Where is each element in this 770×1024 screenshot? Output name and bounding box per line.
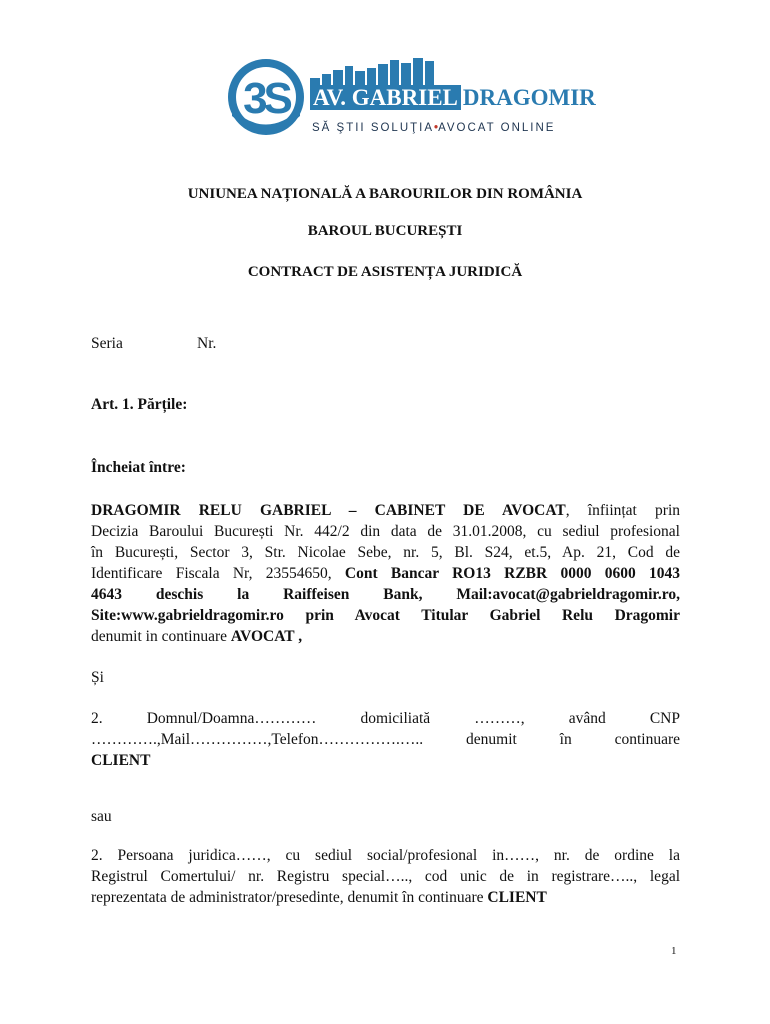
party1-line-1-rest: , înființat prin (565, 502, 681, 519)
party1-firm-name: DRAGOMIR RELU GABRIEL – CABINET DE AVOCAT (91, 502, 566, 519)
nr-label: Nr. (197, 335, 217, 352)
page-number: 1 (671, 945, 677, 957)
header-line-1: UNIUNEA NAȚIONALĂ A BAROURILOR DIN ROMÂNIA (187, 186, 583, 202)
sau-conjunction: sau (91, 808, 112, 825)
party1-line-7 (91, 626, 680, 647)
logo-mark-text: 3S (243, 74, 289, 123)
party2-line-1: 2. Domnul/Doamna………… domiciliată ………, având CNP (91, 710, 680, 727)
party1-line-3: în București, Sector 3, Str. Nicolae Sebe, nr. 5, Bl. S24, et.5, Ap. 21, Cod de (91, 544, 680, 561)
party3-line-1: 2. Persoana juridica……, cu sediul social/profesional in……, nr. de ordine la (91, 847, 680, 864)
logo-name-part2: DRAGOMIR (462, 85, 596, 110)
party2-line-2: ………….,Mail……………,Telefon…………….….. denumit în continuare (91, 731, 680, 748)
seria-label: Seria (91, 335, 123, 352)
party1-role: AVOCAT , (230, 628, 303, 645)
party2-line-3: CLIENT (91, 752, 151, 769)
party1-line-2: Decizia Baroului București Nr. 442/2 din data de 31.01.2008, cu sediul profesional (91, 523, 680, 540)
logo-name (310, 85, 596, 111)
party3-line-3-text: reprezentata de administrator/presedinte, denumit în continuare (91, 889, 488, 906)
party-client-person-paragraph (91, 708, 680, 771)
tagline-part2: AVOCAT ONLINE (438, 122, 556, 134)
tagline-dot-icon: • (434, 122, 439, 134)
incheiat-heading: Încheiat între: (91, 459, 186, 476)
party1-fiscal-code: Identificare Fiscala Nr, 23554650, (91, 565, 345, 582)
party3-line-3 (91, 887, 680, 908)
logo-tagline (312, 122, 555, 134)
party1-line-6: Site:www.gabrieldragomir.ro prin Avocat Titular Gabriel Relu Dragomir (91, 607, 680, 624)
firm-logo (226, 54, 596, 140)
article-title: Art. 1. Părțile: (91, 396, 188, 413)
header-line-2: BAROUL BUCUREȘTI (307, 223, 463, 239)
party1-bank-account: Cont Bancar RO13 RZBR 0000 0600 1043 (344, 565, 681, 582)
party3-line-2: Registrul Comertului/ nr. Registru special….., cod unic de in registrare….., legal (91, 868, 680, 885)
logo-name-part1: AV. GABRIEL (310, 85, 461, 110)
party1-line-5: 4643 deschis la Raiffeisen Bank, Mail:avocat@gabrieldragomir.ro, (91, 586, 680, 603)
party3-role: CLIENT (487, 889, 547, 906)
party1-line-1 (91, 500, 680, 521)
party1-line-4 (91, 563, 680, 584)
party-client-company-paragraph (91, 845, 680, 908)
si-conjunction: Și (91, 669, 104, 686)
party-lawyer-paragraph (91, 500, 680, 647)
party1-denumit: denumit in continuare (91, 628, 231, 645)
tagline-part1: SĂ ŞTII SOLUŢIA (312, 122, 435, 134)
contract-title: CONTRACT DE ASISTENȚA JURIDICĂ (247, 264, 523, 280)
